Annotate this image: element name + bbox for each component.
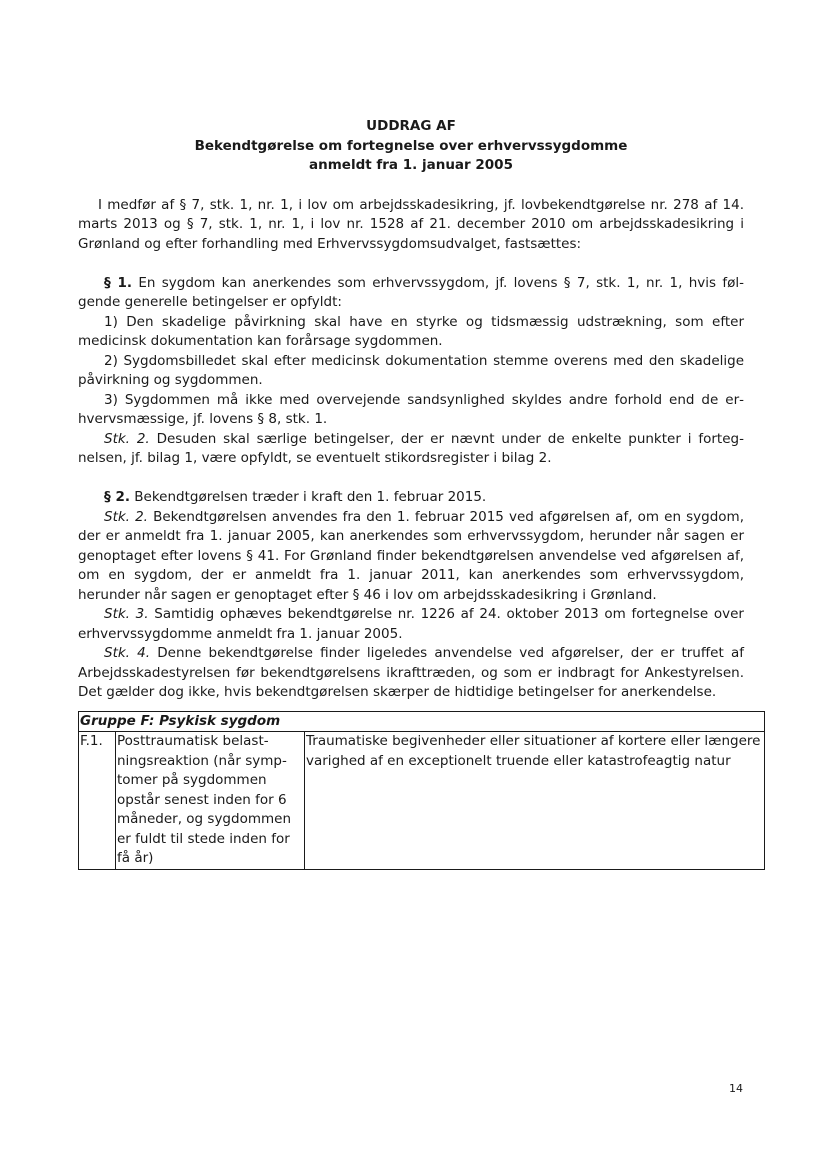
section-2-stk-3 bbox=[78, 605, 744, 644]
document-page bbox=[78, 117, 761, 870]
section-1-item-1: 1) Den skadelige påvirkning skal have en styrke og tidsmæssig udstrækning, som efter medicinsk dokumentation kan forårsage sygdommen. bbox=[78, 313, 744, 349]
stk-text: Desuden skal særlige betingelser, der er nævnt under de enkelte punkter i fortegnelsen, jf. bilag 1, være opfyldt, se eventuelt stikordsregister i bilag 2. bbox=[78, 430, 744, 466]
title-line-3: anmeldt fra 1. januar 2005 bbox=[309, 157, 513, 173]
section-1-text: En sygdom kan anerkendes som erhvervssygdom, jf. lovens § 7, stk. 1, nr. 1, hvis følgende generelle betingelser er opfyldt: bbox=[78, 274, 744, 310]
row-code: F.1. bbox=[79, 732, 116, 870]
section-1-stk-2 bbox=[78, 430, 744, 469]
section-2-label: § 2. bbox=[104, 489, 130, 505]
section-1-label: § 1. bbox=[104, 274, 133, 291]
stk-label: Stk. 3. bbox=[104, 606, 149, 622]
intro-paragraph: I medfør af § 7, stk. 1, nr. 1, i lov om arbejdsskadesikring, jf. lovbekendtgørelse nr. 278 af 14. marts 2013 og § 7, stk. 1, nr. 1, i lov nr. 1528 af 21. december 2010 om arbejdsskadesikring i Grønland og efter forhandling med Erhvervssygdomsudvalget, fastsættes: bbox=[78, 196, 744, 252]
row-exposure: Traumatiske begivenheder eller situationer af kortere eller længere varighed af en exceptionelt truende eller katastrofeagtig natur bbox=[305, 732, 765, 870]
section-2-stk-2 bbox=[78, 508, 744, 606]
section-2-stk-4 bbox=[78, 644, 744, 703]
title-line-1: UDDRAG AF bbox=[366, 118, 456, 134]
stk-label: Stk. 2. bbox=[104, 508, 148, 525]
stk-text: Bekendtgørelsen anvendes fra den 1. februar 2015 ved afgørelsen af, om en sygdom, der er anmeldt fra 1. januar 2005, kan anerkendes som erhvervssygdom, herunder når sagen er genoptaget efter lovens § 41. For Grønland finder bekendtgørelsen anvendelse ved afgørelsen af, om en sygdom, der er anmeldt fra 1. januar 2011, kan anerkendes som erhvervssygdom, herunder når sagen er genoptaget efter § 46 i lov om arbejdsskadesikring i Grønland. bbox=[78, 508, 744, 603]
stk-text: Denne bekendtgørelse finder ligeledes anvendelse ved afgørelser, der er truffet af Arbejdsskadestyrelsen før bekendtgørelsens ikrafttræden, og som er indbragt for Ankestyrelsen. Det gælder dog ikke, hvis bekendtgørelsen skærper de hidtidige betingelser for anerkendelse. bbox=[78, 645, 744, 700]
disease-group-table bbox=[78, 711, 765, 870]
section-2-text: Bekendtgørelsen træder i kraft den 1. februar 2015. bbox=[129, 489, 487, 505]
group-header: Gruppe F: Psykisk sygdom bbox=[79, 711, 765, 732]
section-1-item-3: 3) Sygdommen må ikke med overvejende sandsynlighed skyldes andre forhold end de erhvervsmæssige, jf. lovens § 8, stk. 1. bbox=[78, 391, 744, 427]
section-1 bbox=[78, 274, 744, 313]
section-1-item-2: 2) Sygdomsbilledet skal efter medicinsk dokumentation stemme overens med den skadelige påvirkning og sygdommen. bbox=[78, 352, 744, 388]
page-number: 14 bbox=[729, 1082, 743, 1095]
stk-label: Stk. 4. bbox=[104, 645, 151, 661]
stk-label: Stk. 2. bbox=[104, 430, 150, 447]
stk-text: Samtidig ophæves bekendtgørelse nr. 1226 af 24. oktober 2013 om fortegnelse over erhvervssygdomme anmeldt fra 1. januar 2005. bbox=[78, 606, 744, 642]
table-row bbox=[79, 732, 765, 870]
row-disease: Posttraumatisk belastningsreaktion (når symptomer på sygdommen opstår senest inden for 6 måneder, og sygdommen er fuldt til stede inden for få år) bbox=[116, 732, 305, 870]
section-2 bbox=[78, 488, 744, 508]
table-header-row bbox=[79, 711, 765, 732]
title-line-2: Bekendtgørelse om fortegnelse over erhvervssygdomme bbox=[194, 137, 628, 154]
